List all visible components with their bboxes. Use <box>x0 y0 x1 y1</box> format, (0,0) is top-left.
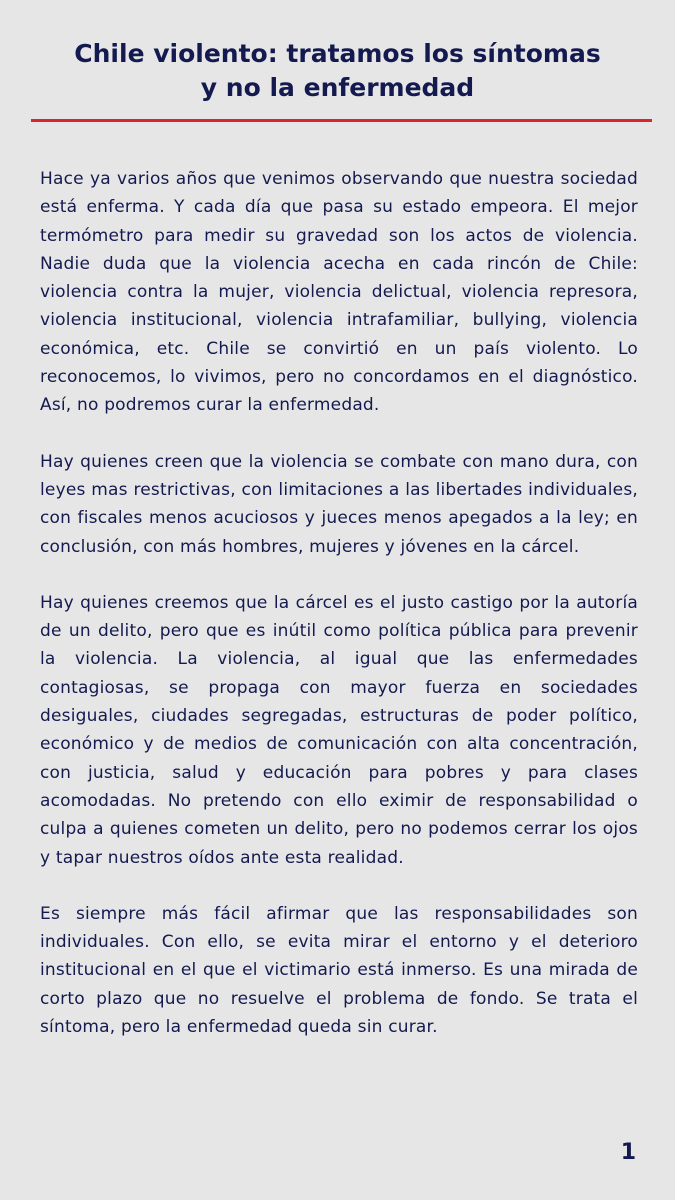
paragraph-2: Hay quienes creen que la violencia se combate con mano dura, con leyes mas restrictivas, con limitaciones a las libertades individuales, con fiscales menos acuciosos y jueces menos apegados a la ley; en conclusión, con más hombres, mujeres y jóvenes en la cárcel. <box>40 451 638 557</box>
title-line-1: Chile violento: tratamos los síntomas <box>74 39 601 68</box>
paragraph-4: Es siempre más fácil afirmar que las responsabilidades son individuales. Con ello, se evita mirar el entorno y el deterioro institucional en el que el victimario está inmerso. Es una mirada de corto plazo que no resuelve el problema de fondo. Se trata el síntoma, pero la enfermedad queda sin curar. <box>40 903 638 1038</box>
paragraph-1: Hace ya varios años que venimos observando que nuestra sociedad está enferma. Y cada día que pasa su estado empeora. El mejor termómetro para medir su gravedad son los actos de violencia. Nadie duda que la violencia acecha en cada rincón de Chile: violencia contra la mujer, violencia delictual, violencia represora, violencia institucional, violencia intrafamiliar, bullying, violencia económica, etc. Chile se convirtió en un país violento. Lo reconocemos, lo vivimos, pero no concordamos en el diagnóstico. Así, no podremos curar la enfermedad. <box>40 169 638 416</box>
title-divider <box>31 119 652 122</box>
article-body <box>40 165 638 1069</box>
document-title <box>0 37 675 105</box>
page-number: 1 <box>620 1140 636 1165</box>
title-line-2: y no la enfermedad <box>200 73 475 102</box>
paragraph-3: Hay quienes creemos que la cárcel es el justo castigo por la autoría de un delito, pero que es inútil como política pública para prevenir la violencia. La violencia, al igual que las enfermedades contagiosas, se propaga con mayor fuerza en sociedades desiguales, ciudades segregadas, estructuras de poder político, económico y de medios de comunicación con alta concentración, con justicia, salud y educación para pobres y para clases acomodadas. No pretendo con ello eximir de responsabilidad o culpa a quienes cometen un delito, pero no podemos cerrar los ojos y tapar nuestros oídos ante esta realidad. <box>40 592 638 868</box>
